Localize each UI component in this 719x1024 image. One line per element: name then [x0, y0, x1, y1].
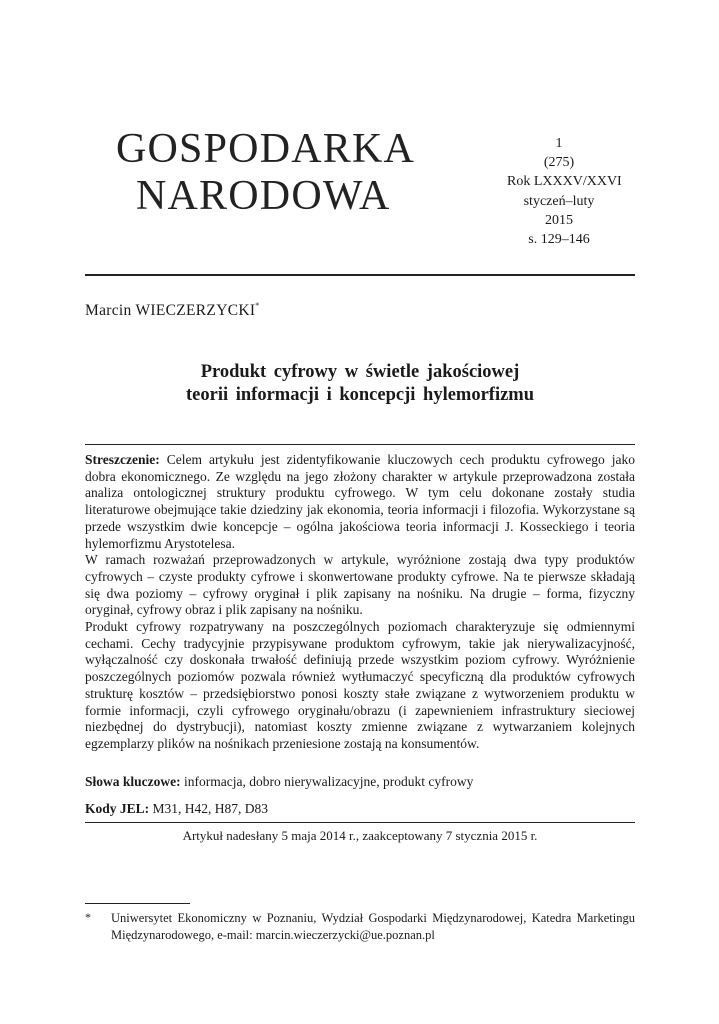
jel-value: M31, H42, H87, D83: [152, 801, 269, 816]
issue-year: 2015: [545, 212, 573, 228]
received-dates: Artykuł nadesłany 5 maja 2014 r., zaakceptowany 7 stycznia 2015 r.: [182, 828, 538, 843]
keywords-value: informacja, dobro nierywalizacyjne, produkt cyfrowy: [184, 774, 474, 789]
keywords-label: Słowa kluczowe:: [85, 774, 181, 789]
abstract-label: Streszczenie:: [85, 452, 160, 467]
issue-volume: Rok LXXXV/XXVI: [507, 174, 622, 190]
issue-total-number: (275): [543, 155, 575, 171]
author-name: Marcin WIECZERZYCKI: [85, 302, 256, 319]
issue-info: [507, 134, 622, 249]
abstract-paragraph-2: W ramach rozważań przeprowadzonych w artykule, wyróżnione zostają dwa typy produktów cyfrowych – czyste produkty cyfrowe i skonwertowane produkty cyfrowe. Na te pierwsze składają się dwa poziomy – cyfrowy oryginał i plik zapisany na nośniku. Na drugie – forma, fizyczny oryginał, cyfrowy obraz i plik zapisany na nośniku.: [85, 552, 635, 618]
journal-title: [116, 126, 476, 220]
journal-title-line-2: NARODOWA: [136, 173, 391, 219]
jel-codes: [85, 801, 635, 818]
author: [85, 301, 260, 320]
keywords: [85, 774, 635, 791]
journal-title-line-1: GOSPODARKA: [116, 126, 416, 172]
footnote-mark: *: [85, 910, 91, 924]
jel-label: Kody JEL:: [85, 801, 150, 816]
abstract-bottom-divider: [85, 822, 635, 823]
article-title: [85, 361, 635, 407]
footnote: Uniwersytet Ekonomiczny w Poznaniu, Wydział Gospodarki Międzynarodowej, Katedra Marketingu Międzynarodowego, e-mail: marcin.wieczerzycki@ue.poznan.pl: [111, 911, 635, 942]
header-divider: [85, 274, 635, 276]
issue-number: 1: [555, 136, 563, 151]
author-footnote-mark: *: [255, 301, 260, 310]
issue-pages: s. 129–146: [528, 232, 590, 248]
issue-months: styczeń–luty: [523, 193, 595, 209]
abstract: [85, 452, 635, 753]
footnote-divider: [85, 903, 190, 904]
abstract-paragraph-3: Produkt cyfrowy rozpatrywany na poszczególnych poziomach charakteryzuje się odmiennymi cechami. Cechy tradycyjnie przypisywane produktom cyfrowym, takie jak nierywalizacyjność, wyłączalność czy doskonała trwałość definiują przede wszystkim poziom cyfrowy. Wyróżnienie poszczególnych poziomów pozwala również wytłumaczyć specyficzną dla produktów cyfrowych strukturę kosztów – przedsiębiorstwo ponosi koszty stałe związane z wytworzeniem produktu w formie informacji, czyli cyfrowego oryginału/obrazu (i zapewnieniem infrastruktury sieciowej niezbędnej do dystrybucji), natomiast koszty zmienne związane z wytwarzaniem kolejnych egzemplarzy plików na nośnikach przeniesione zostają na konsumentów.: [85, 619, 635, 751]
article-title-line-1: Produkt cyfrowy w świetle jakościowej: [200, 362, 520, 382]
article-title-line-2: teorii informacji i koncepcji hylemorfizmu: [186, 385, 534, 405]
abstract-top-divider: [85, 444, 635, 445]
abstract-paragraph-1: [85, 452, 635, 552]
abstract-paragraph-1-text: Celem artykułu jest zidentyfikowanie kluczowych cech produktu cyfrowego jako dobra ekonomicznego. Ze względu na jego złożony charakter w artykule przeprowadzona została analiza ontologicznej struktury produktu cyfrowego. W tym celu dokonane zostały studia literaturowe obejmujące takie dziedziny jak ekonomia, teoria informacji i filozofia. Wykorzystane są przede wszystkim dwie koncepcje – ogólna jakościowa teoria informacji J. Kosseckiego i teoria hylemorfizmu Arystotelesa.: [85, 452, 636, 551]
